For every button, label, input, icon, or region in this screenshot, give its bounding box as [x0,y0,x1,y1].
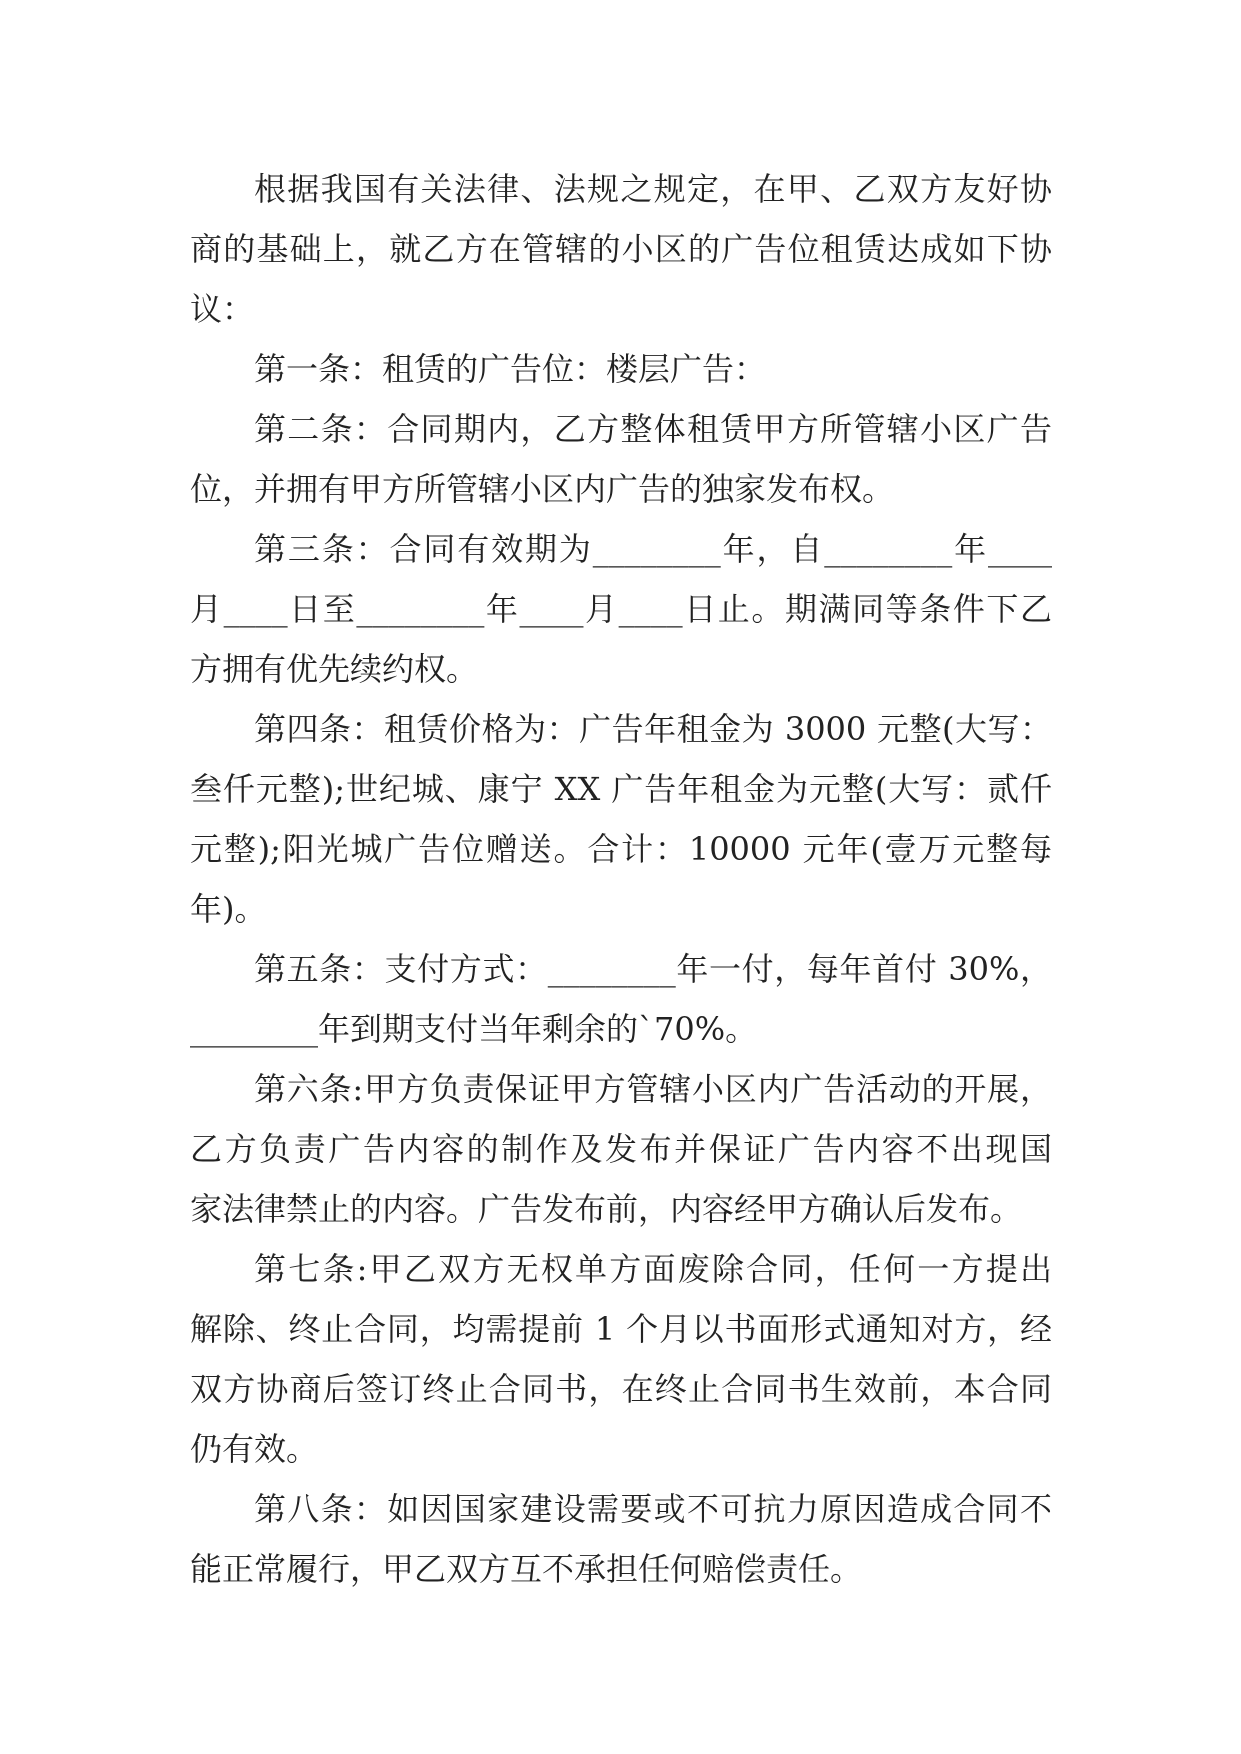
paragraph-article-8 [190,1479,1052,1599]
paragraph-line: 叁仟元整);世纪城、康宁 XX 广告年租金为元整(大写：贰仟 [190,770,1052,808]
paragraph-line: 第七条:甲乙双方无权单方面废除合同，任何一方提出 [254,1250,1052,1288]
paragraph-article-7 [190,1239,1052,1479]
paragraph-line: 第八条：如因国家建设需要或不可抗力原因造成合同不 [254,1490,1052,1528]
paragraph-line: 第五条：支付方式：________年一付，每年首付 30%， [254,950,1052,988]
paragraph-line: 能正常履行，甲乙双方互不承担任何赔偿责任。 [190,1550,863,1588]
paragraph-line: 第一条：租赁的广告位：楼层广告： [254,350,767,388]
paragraph-line: 乙方负责广告内容的制作及发布并保证广告内容不出现国 [190,1130,1052,1168]
paragraph-article-5 [190,939,1052,1059]
paragraph-line: 双方协商后签订终止合同书，在终止合同书生效前，本合同 [190,1370,1052,1408]
paragraph-preamble [190,159,1052,339]
paragraph-article-6 [190,1059,1052,1239]
paragraph-line: 仍有效。 [190,1430,319,1468]
paragraph-line: 第三条：合同有效期为________年，自________年____ [254,530,1052,568]
paragraph-article-2 [190,399,1052,519]
paragraph-article-3 [190,519,1052,699]
paragraph-line: 第六条:甲方负责保证甲方管辖小区内广告活动的开展， [254,1070,1052,1108]
paragraph-line: 月____日至________年____月____日止。期满同等条件下乙 [190,590,1052,628]
paragraph-line: ________年到期支付当年剩余的`70%。 [190,1010,758,1048]
paragraph-line: 第二条：合同期内，乙方整体租赁甲方所管辖小区广告 [254,410,1052,448]
paragraph-line: 家法律禁止的内容。广告发布前，内容经甲方确认后发布。 [190,1190,1023,1228]
paragraph-line: 根据我国有关法律、法规之规定，在甲、乙双方友好协 [254,170,1052,208]
paragraph-line: 商的基础上，就乙方在管辖的小区的广告位租赁达成如下协 [190,230,1052,268]
paragraph-line: 年)。 [190,890,267,928]
paragraph-line: 第四条：租赁价格为：广告年租金为 3000 元整(大写： [254,710,1052,748]
paragraph-line: 议： [190,290,255,328]
paragraph-line: 位，并拥有甲方所管辖小区内广告的独家发布权。 [190,470,895,508]
contract-body [190,159,1052,1599]
paragraph-line: 方拥有优先续约权。 [190,650,479,688]
paragraph-line: 解除、终止合同，均需提前 1 个月以书面形式通知对方，经 [190,1310,1052,1348]
paragraph-article-4 [190,699,1052,939]
paragraph-article-1 [190,339,1052,399]
paragraph-line: 元整);阳光城广告位赠送。合计：10000 元年(壹万元整每 [190,830,1052,868]
